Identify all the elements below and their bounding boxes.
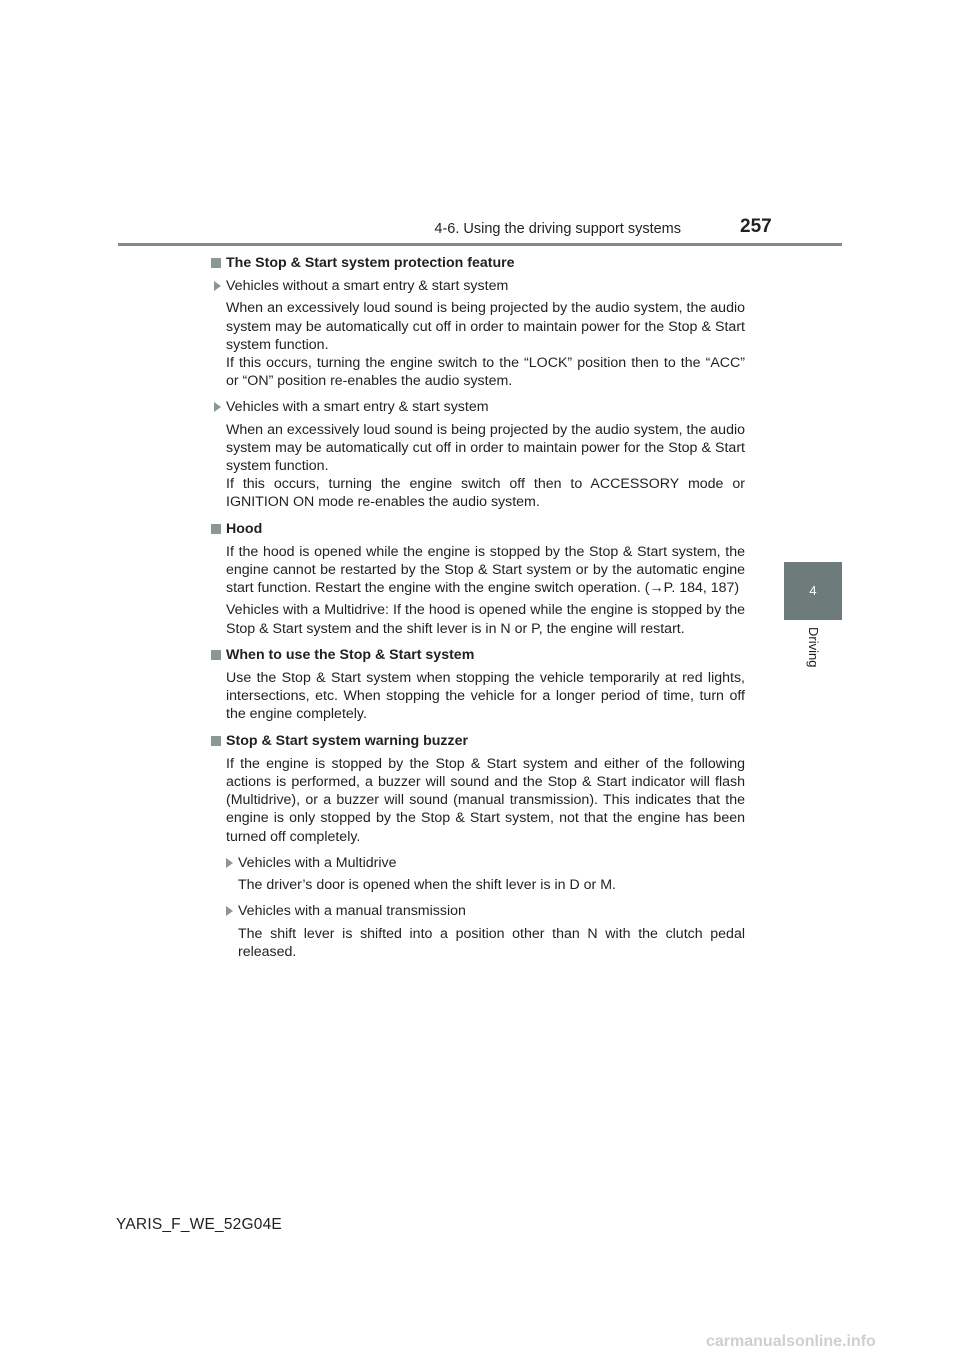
body-paragraph: If the engine is stopped by the Stop & Start system and either of the following actions is performed, a buzzer will sound and the Stop & Start indicator will flash (Multidrive), or a buzzer will sound (manual transmission). This indicates that the engine is only stopped by the Stop & Start system, not that the engine has been turned off completely. [226, 755, 745, 845]
body-paragraph: Use the Stop & Start system when stopping the vehicle temporarily at red lights, intersections, etc. When stopping the vehicle for a longer period of time, turn off the engine completely. [226, 670, 745, 723]
condition-item: Vehicles with a manual transmission [223, 902, 745, 920]
square-bullet-icon [211, 524, 221, 534]
page-content [211, 254, 745, 965]
chapter-number: 4 [809, 583, 817, 598]
body-paragraph: If the hood is opened while the engine is stopped by the Stop & Start system, the engine cannot be restarted by the Stop & Start system or by the automatic engine start function. Restart the engine with the engine switch operation. (→P. 184, 187) [226, 543, 745, 597]
condition-item: Vehicles without a smart entry & start system [211, 277, 745, 295]
section-heading: Hood [211, 520, 745, 538]
triangle-bullet-icon [214, 402, 221, 412]
condition-item: Vehicles with a smart entry & start system [211, 398, 745, 416]
condition-item: Vehicles with a Multidrive [223, 854, 745, 872]
square-bullet-icon [211, 258, 221, 268]
body-paragraph: If this occurs, turning the engine switch off then to ACCESSORY mode or IGNITION ON mode re-enables the audio system. [226, 476, 745, 511]
square-bullet-icon [211, 736, 221, 746]
body-paragraph: Vehicles with a Multidrive: If the hood is opened while the engine is stopped by the Stop & Start system and the shift lever is in N or P, the engine will restart. [226, 602, 745, 637]
section-title: 4-6. Using the driving support systems [434, 221, 681, 237]
triangle-bullet-icon [226, 858, 233, 868]
section-heading: The Stop & Start system protection feature [211, 254, 745, 272]
section-heading: Stop & Start system warning buzzer [211, 732, 745, 750]
body-paragraph: The shift lever is shifted into a position other than N with the clutch pedal released. [238, 925, 745, 960]
chapter-tab[interactable] [784, 562, 842, 620]
square-bullet-icon [211, 650, 221, 660]
header-divider [118, 243, 842, 246]
body-paragraph: When an excessively loud sound is being projected by the audio system, the audio system may be automatically cut off in order to maintain power for the Stop & Start system function. [226, 300, 745, 353]
body-paragraph: The driver’s door is opened when the shift lever is in D or M. [238, 877, 616, 894]
chapter-name: Driving [806, 627, 821, 668]
body-paragraph: When an excessively loud sound is being projected by the audio system, the audio system may be automatically cut off in order to maintain power for the Stop & Start system function. [226, 421, 745, 475]
triangle-bullet-icon [214, 281, 221, 291]
triangle-bullet-icon [226, 906, 233, 916]
page-number: 257 [740, 216, 772, 237]
watermark: carmanualsonline.info [706, 1333, 876, 1350]
body-paragraph: If this occurs, turning the engine switch to the “LOCK” position then to the “ACC” or “ON” position re-enables the audio system. [226, 355, 745, 390]
section-heading: When to use the Stop & Start system [211, 646, 745, 664]
document-code: YARIS_F_WE_52G04E [116, 1216, 282, 1233]
